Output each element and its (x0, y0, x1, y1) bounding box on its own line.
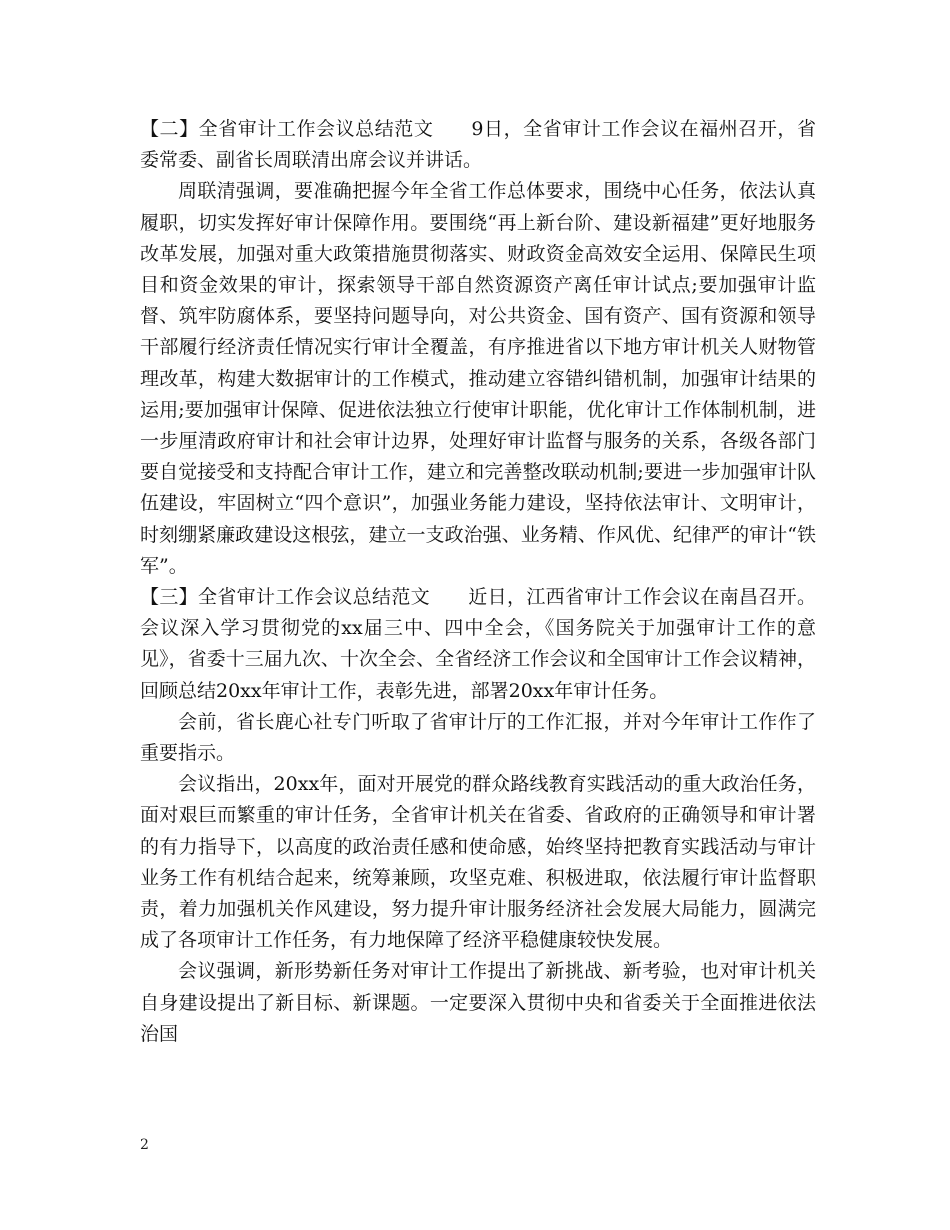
document-body (140, 114, 816, 1050)
paragraph-text: 周联清强调，要准确把握今年全省工作总体要求，围绕中心任务，依法认真履职，切实发挥好审计保障作用。要围绕“再上新台阶、建设新福建”更好地服务改革发展，加强对重大政策措施贯彻落实、财政资金高效安全运用、保障民生项目和资金效果的审计，探索领导干部自然资源资产离任审计试点;要加强审计监督、筑牢防腐体系，要坚持问题导向，对公共资金、国有资产、国有资源和领导干部履行经济责任情况实行审计全覆盖，有序推进省以下地方审计机关人财物管理改革，构建大数据审计的工作模式，推动建立容错纠错机制，加强审计结果的运用;要加强审计保障、促进依法独立行使审计职能，优化审计工作体制机制，进一步厘清政府审计和社会审计边界，处理好审计监督与服务的关系，各级各部门要自觉接受和支持配合审计工作，建立和完善整改联动机制;要进一步加强审计队伍建设，牢固树立“四个意识”，加强业务能力建设，坚持依法审计、文明审计，时刻绷紧廉政建设这根弦，建立一支政治强、业务精、作风优、纪律严的审计“铁军”。 (140, 180, 816, 577)
paragraph-meeting-emphasized (140, 956, 816, 1050)
paragraph-text: 会议指出，20xx年，面对开展党的群众路线教育实践活动的重大政治任务，面对艰巨而繁重的审计任务，全省审计机关在省委、省政府的正确领导和审计署的有力指导下，以高度的政治责任感和使命感，始终坚持把教育实践活动与审计业务工作有机结合起来，统筹兼顾，攻坚克难、积极进取，依法履行审计监督职责，着力加强机关作风建设，努力提升审计服务经济社会发展大局能力，圆满完成了各项审计工作任务，有力地保障了经济平稳健康较快发展。 (140, 773, 816, 952)
section-heading-3: 【三】全省审计工作会议总结范文 (140, 586, 430, 609)
paragraph-text: 会议强调，新形势新任务对审计工作提出了新挑战、新考验，也对审计机关自身建设提出了新目标、新课题。一定要深入贯彻中央和省委关于全面推进依法治国 (140, 960, 816, 1045)
paragraph-governor-report (140, 707, 816, 769)
paragraph-text: 近日，江西省审计工作会议在南昌召开。会议深入学习贯彻党的xx届三中、四中全会，《国务院关于加强审计工作的意见》，省委十三届九次、十次全会、全省经济工作会议和全国审计工作会议精神，回顾总结20xx年审计工作，表彰先进，部署20xx年审计任务。 (140, 586, 816, 702)
paragraph-zhou-speech (140, 176, 816, 582)
section-heading-2: 【二】全省审计工作会议总结范文 (140, 118, 434, 140)
paragraph-text: 9日，全省审计工作会议在福州召开，省委常委、副省长周联清出席会议并讲话。 (140, 118, 816, 172)
paragraph-section-3-intro (140, 582, 816, 707)
paragraph-text: 会前，省长鹿心社专门听取了省审计厅的工作汇报，并对今年审计工作作了重要指示。 (140, 710, 816, 765)
page-number: 2 (140, 1137, 149, 1153)
paragraph-section-2-intro (140, 114, 816, 176)
paragraph-meeting-noted (140, 769, 816, 956)
